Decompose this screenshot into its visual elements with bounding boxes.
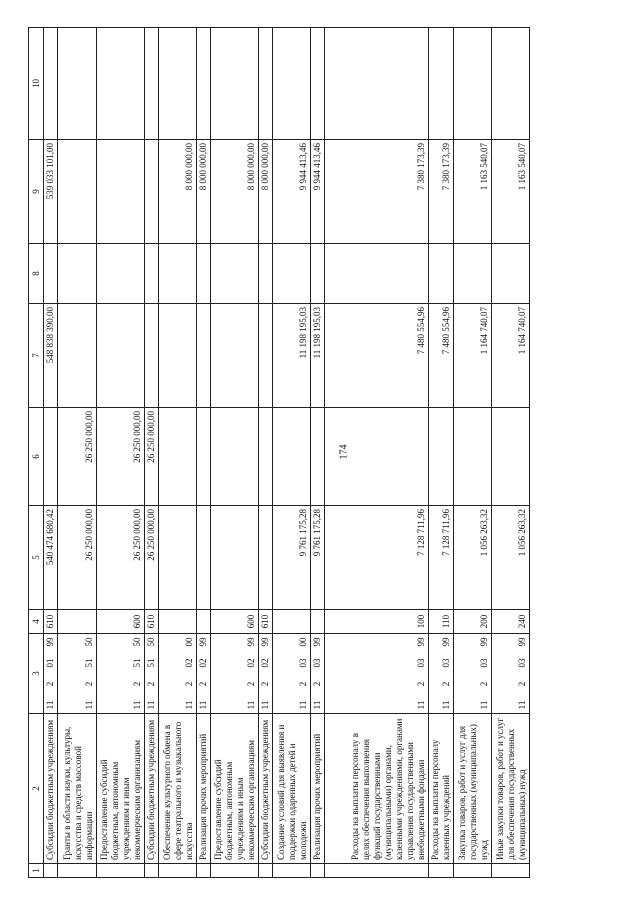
code-part: 11 xyxy=(246,700,256,710)
code-part: 2 xyxy=(517,681,527,687)
code-part: 2 xyxy=(84,681,94,687)
column-header: 5 xyxy=(29,506,44,610)
amount-c9: 8 000 000,00 xyxy=(159,140,197,244)
amount-c8 xyxy=(159,244,197,304)
amount-c5 xyxy=(197,506,211,610)
table-row xyxy=(197,28,211,878)
amount-c9: 9 944 413,46 xyxy=(311,140,325,244)
column-header: 10 xyxy=(29,28,44,140)
amount-c6 xyxy=(159,408,197,506)
amount-c8 xyxy=(429,244,454,304)
cell-col10 xyxy=(311,28,325,140)
amount-c5: 26 250 000,00 xyxy=(145,506,159,610)
amount-c8 xyxy=(97,244,145,304)
expense-type-code: 200 xyxy=(454,610,492,634)
cell-col1 xyxy=(159,864,197,878)
row-code xyxy=(492,634,530,714)
amount-c9: 8 000 000,00 xyxy=(211,140,259,244)
table-row xyxy=(97,28,145,878)
code-part: 01 xyxy=(45,658,55,668)
code-part: 2 xyxy=(246,681,256,687)
expense-type-code: 240 xyxy=(492,610,530,634)
code-part: 99 xyxy=(198,637,208,647)
code-part: 11 xyxy=(84,700,94,710)
amount-c6 xyxy=(211,408,259,506)
amount-c7: 548 838 390,00 xyxy=(44,304,58,408)
code-part: 99 xyxy=(441,637,451,647)
table-row xyxy=(492,28,530,878)
code-part: 2 xyxy=(298,681,308,687)
cell-col10 xyxy=(97,28,145,140)
code-part: 99 xyxy=(479,637,489,647)
code-part: 11 xyxy=(198,700,208,710)
amount-c7 xyxy=(259,304,273,408)
code-part: 02 xyxy=(246,658,256,668)
cell-col1 xyxy=(145,864,159,878)
row-code xyxy=(58,634,97,714)
row-code xyxy=(259,634,273,714)
budget-table-sheet xyxy=(28,28,626,878)
table-row xyxy=(44,28,58,878)
row-name: Закупка товаров, работ и услуг для государственных (муниципальных) нужд xyxy=(454,714,492,864)
expense-type-code: 610 xyxy=(44,610,58,634)
amount-c7: 7 480 554,96 xyxy=(429,304,454,408)
code-part: 11 xyxy=(146,700,156,710)
column-header: 8 xyxy=(29,244,44,304)
table-row xyxy=(429,28,454,878)
expense-type-code xyxy=(197,610,211,634)
cell-col1 xyxy=(197,864,211,878)
expense-type-code xyxy=(273,610,311,634)
row-name: Предоставление субсидий бюджетным, автономным учреждениям и иным некоммерческим организациям xyxy=(97,714,145,864)
cell-col1 xyxy=(58,864,97,878)
expense-type-code: 600 xyxy=(97,610,145,634)
code-part: 2 xyxy=(184,681,194,687)
amount-c5: 540 474 680,42 xyxy=(44,506,58,610)
amount-c5 xyxy=(159,506,197,610)
amount-c5: 26 250 000,00 xyxy=(58,506,97,610)
expense-type-code xyxy=(159,610,197,634)
cell-col10 xyxy=(145,28,159,140)
row-code xyxy=(273,634,311,714)
code-part: 11 xyxy=(517,700,527,710)
cell-col1 xyxy=(311,864,325,878)
amount-c7 xyxy=(159,304,197,408)
cell-col10 xyxy=(429,28,454,140)
amount-c6: 26 250 000,00 xyxy=(97,408,145,506)
code-part: 2 xyxy=(198,681,208,687)
amount-c8 xyxy=(454,244,492,304)
code-part: 02 xyxy=(184,658,194,668)
cell-col1 xyxy=(211,864,259,878)
column-header: 9 xyxy=(29,140,44,244)
row-name: Реализация прочих мероприятий xyxy=(197,714,211,864)
cell-col10 xyxy=(58,28,97,140)
amount-c6 xyxy=(429,408,454,506)
row-name: Субсидии бюджетным учреждениям xyxy=(145,714,159,864)
cell-col10 xyxy=(211,28,259,140)
table-row xyxy=(325,28,429,878)
cell-col10 xyxy=(492,28,530,140)
code-part: 11 xyxy=(312,700,322,710)
code-part: 11 xyxy=(132,700,142,710)
amount-c9: 8 000 000,00 xyxy=(197,140,211,244)
amount-c6 xyxy=(492,408,530,506)
amount-c7: 1 164 740,07 xyxy=(492,304,530,408)
amount-c8 xyxy=(311,244,325,304)
code-part: 99 xyxy=(45,637,55,647)
code-part: 03 xyxy=(441,658,451,668)
amount-c7 xyxy=(197,304,211,408)
column-header: 3 xyxy=(29,634,44,714)
row-name: Обеспечение культурного обмена в сфере театрального и музыкального искусства xyxy=(159,714,197,864)
table-row xyxy=(159,28,197,878)
amount-c8 xyxy=(197,244,211,304)
amount-c5: 1 056 263,32 xyxy=(454,506,492,610)
amount-c7: 1 164 740,07 xyxy=(454,304,492,408)
cell-col1 xyxy=(259,864,273,878)
amount-c9 xyxy=(58,140,97,244)
row-code xyxy=(145,634,159,714)
amount-c9: 8 000 000,00 xyxy=(259,140,273,244)
row-name: Создание условий для выявления и поддержки одаренных детей и молодежи xyxy=(273,714,311,864)
row-name: Предоставление субсидий бюджетным, автономным учреждениям и иным некоммерческим организациям xyxy=(211,714,259,864)
expense-type-code xyxy=(58,610,97,634)
row-code xyxy=(211,634,259,714)
table-row xyxy=(454,28,492,878)
code-part: 02 xyxy=(260,658,270,668)
code-part: 11 xyxy=(260,700,270,710)
amount-c8 xyxy=(211,244,259,304)
row-code xyxy=(44,634,58,714)
row-name: Расходы на выплаты персоналу в целях обеспечения выполнения функций государственными (муниципальными) органами, казенными учреждениями, органами управления государственными внебюджетными фондами xyxy=(325,714,429,864)
code-part: 2 xyxy=(45,681,55,687)
column-header: 1 xyxy=(29,864,44,878)
amount-c6 xyxy=(44,408,58,506)
code-part: 00 xyxy=(298,637,308,647)
amount-c6: 26 250 000,00 xyxy=(145,408,159,506)
amount-c5 xyxy=(259,506,273,610)
cell-col10 xyxy=(44,28,58,140)
table-row xyxy=(273,28,311,878)
table-row xyxy=(211,28,259,878)
amount-c7 xyxy=(97,304,145,408)
code-part: 11 xyxy=(45,700,55,710)
code-part: 11 xyxy=(416,700,426,710)
column-number-row xyxy=(29,28,44,878)
cell-col10 xyxy=(273,28,311,140)
code-part: 11 xyxy=(184,700,194,710)
code-part: 99 xyxy=(312,637,322,647)
amount-c9 xyxy=(97,140,145,244)
code-part: 03 xyxy=(298,658,308,668)
row-code xyxy=(429,634,454,714)
amount-c8 xyxy=(58,244,97,304)
code-part: 51 xyxy=(146,658,156,668)
row-name: Иные закупки товаров, работ и услуг для обеспечения государственных (муниципальных) нужд xyxy=(492,714,530,864)
amount-c6 xyxy=(273,408,311,506)
code-part: 00 xyxy=(184,637,194,647)
cell-col10 xyxy=(454,28,492,140)
code-part: 03 xyxy=(517,658,527,668)
amount-c7 xyxy=(211,304,259,408)
code-part: 50 xyxy=(132,637,142,647)
amount-c9 xyxy=(145,140,159,244)
expense-type-code: 110 xyxy=(429,610,454,634)
budget-table xyxy=(28,27,530,878)
code-part: 51 xyxy=(132,658,142,668)
table-body xyxy=(44,28,530,878)
amount-c6: 26 250 000,00 xyxy=(58,408,97,506)
column-header: 4 xyxy=(29,610,44,634)
code-part: 2 xyxy=(479,681,489,687)
amount-c8 xyxy=(492,244,530,304)
cell-col1 xyxy=(454,864,492,878)
amount-c9: 539 033 101,00 xyxy=(44,140,58,244)
table-row xyxy=(145,28,159,878)
cell-col1 xyxy=(44,864,58,878)
amount-c5 xyxy=(211,506,259,610)
code-part: 2 xyxy=(146,681,156,687)
amount-c9: 9 944 413,46 xyxy=(273,140,311,244)
code-part: 99 xyxy=(246,637,256,647)
amount-c8 xyxy=(259,244,273,304)
code-part: 2 xyxy=(260,681,270,687)
amount-c8 xyxy=(145,244,159,304)
row-code xyxy=(311,634,325,714)
amount-c8 xyxy=(273,244,311,304)
column-header: 2 xyxy=(29,714,44,864)
code-part: 2 xyxy=(132,681,142,687)
cell-col1 xyxy=(492,864,530,878)
cell-col10 xyxy=(259,28,273,140)
cell-col10 xyxy=(325,28,429,140)
code-part: 51 xyxy=(84,658,94,668)
code-part: 50 xyxy=(84,637,94,647)
cell-col1 xyxy=(325,864,429,878)
code-part: 2 xyxy=(441,681,451,687)
amount-c9: 7 380 173,39 xyxy=(325,140,429,244)
cell-col1 xyxy=(429,864,454,878)
cell-col1 xyxy=(97,864,145,878)
row-name: Субсидии бюджетным учреждениям xyxy=(44,714,58,864)
amount-c6 xyxy=(454,408,492,506)
row-name: Расходы на выплаты персоналу казенных учреждений xyxy=(429,714,454,864)
code-part: 02 xyxy=(198,658,208,668)
row-code xyxy=(197,634,211,714)
table-row xyxy=(259,28,273,878)
code-part: 11 xyxy=(441,700,451,710)
code-part: 11 xyxy=(479,700,489,710)
amount-c5: 9 761 175,28 xyxy=(273,506,311,610)
amount-c7: 7 480 554,96 xyxy=(325,304,429,408)
amount-c5: 26 250 000,00 xyxy=(97,506,145,610)
amount-c7: 11 198 195,03 xyxy=(273,304,311,408)
row-code xyxy=(159,634,197,714)
code-part: 50 xyxy=(146,637,156,647)
amount-c8 xyxy=(325,244,429,304)
table-row xyxy=(58,28,97,878)
cell-col10 xyxy=(197,28,211,140)
row-code xyxy=(325,634,429,714)
cell-col10 xyxy=(159,28,197,140)
amount-c7 xyxy=(58,304,97,408)
amount-c6 xyxy=(325,408,429,506)
amount-c5: 1 056 263,32 xyxy=(492,506,530,610)
amount-c5: 7 128 711,96 xyxy=(325,506,429,610)
code-part: 2 xyxy=(312,681,322,687)
expense-type-code: 610 xyxy=(259,610,273,634)
code-part: 99 xyxy=(517,637,527,647)
rotated-page xyxy=(28,28,626,878)
row-name: Реализация прочих мероприятий xyxy=(311,714,325,864)
code-part: 99 xyxy=(260,637,270,647)
code-part: 03 xyxy=(479,658,489,668)
amount-c5: 9 761 175,28 xyxy=(311,506,325,610)
expense-type-code: 600 xyxy=(211,610,259,634)
cell-col1 xyxy=(273,864,311,878)
amount-c6 xyxy=(311,408,325,506)
amount-c6 xyxy=(259,408,273,506)
column-header: 6 xyxy=(29,408,44,506)
amount-c6 xyxy=(197,408,211,506)
expense-type-code: 100 xyxy=(325,610,429,634)
amount-c9: 7 380 173,39 xyxy=(429,140,454,244)
expense-type-code: 610 xyxy=(145,610,159,634)
table-row xyxy=(311,28,325,878)
column-header: 7 xyxy=(29,304,44,408)
amount-c9: 1 163 540,07 xyxy=(454,140,492,244)
row-name: Гранты в области науки, культуры, искусства и средств массовой информации xyxy=(58,714,97,864)
code-part: 03 xyxy=(312,658,322,668)
amount-c5: 7 128 711,96 xyxy=(429,506,454,610)
page-number: 174 xyxy=(338,444,350,460)
row-name: Субсидии бюджетным учреждениям xyxy=(259,714,273,864)
expense-type-code xyxy=(311,610,325,634)
amount-c9: 1 163 540,07 xyxy=(492,140,530,244)
amount-c8 xyxy=(44,244,58,304)
code-part: 2 xyxy=(416,681,426,687)
code-part: 03 xyxy=(416,658,426,668)
code-part: 11 xyxy=(298,700,308,710)
amount-c7 xyxy=(145,304,159,408)
row-code xyxy=(454,634,492,714)
row-code xyxy=(97,634,145,714)
amount-c7: 11 198 195,03 xyxy=(311,304,325,408)
code-part: 99 xyxy=(416,637,426,647)
